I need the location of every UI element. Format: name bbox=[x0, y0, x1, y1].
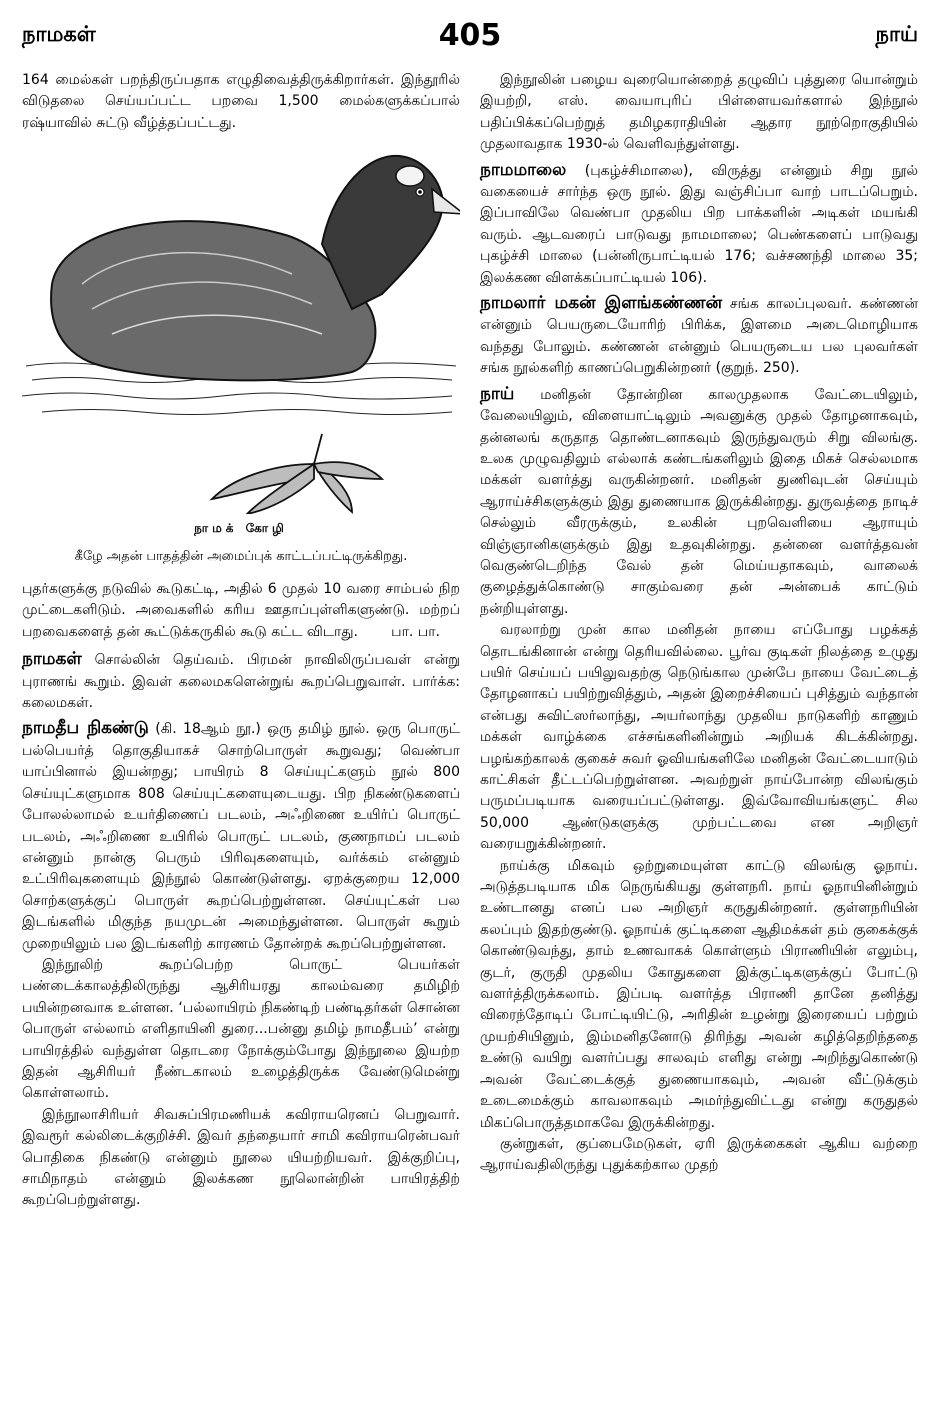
naay-entry bbox=[480, 384, 918, 620]
nest-paragraph bbox=[22, 579, 460, 643]
ilangannan-text: சங்க காலப்புலவர். கண்ணன் என்னும் பெயருடையோரிற் பிரிக்க, இளமை அடைமொழியாக வந்தது போலும். கண்ணன் என்னும் பெயருடைய பல புலவர்கள் சங்க நூல்களிற் காணப்பெறுகின்றனர் (குறுந். 250). bbox=[480, 296, 919, 377]
naay-paragraph-2: வரலாற்று முன் கால மனிதன் நாயை எப்போது பழக்கத் தொடங்கினான் என்று தெரியவில்லை. பூர்வ குடிகள் நிலத்தை உழுது பயிர் செய்யப் பயிலுவதற்கு நெடுங்கால முன்பே நாயை வேட்டைத் தோழனாகப் பயிற்றுவித்தும், அதன் இறைச்சியைப் புசித்தும் வந்தான் என்பது சுவிட்ஸர்லாந்து, அயர்லாந்து முதலிய நாடுகளிற் காணும் மக்கள் வாழ்க்கை எச்சங்களினின்றும் அறியக் கிடக்கின்றது. பழங்கற்காலக் குகைச் சுவர் ஓவியங்களிலே மனிதன் வேட்டையாடும் காட்சிகள் தீட்டப்பெற்றுள்ளன. அவற்றுள் நாய்போன்ற விலங்கும் பருமப்படியாக வரையப்பட்டுள்ளது. இவ்வோவியங்களுட் சில 50,000 ஆண்டுகளுக்கு முற்பட்டவை என அறிஞர் வரையறுக்கின்றனர். bbox=[480, 622, 918, 853]
intro-paragraph: 164 மைல்கள் பறந்திருப்பதாக எழுதிவைத்திருக்கிறார்கள். இந்தூரில் விடுதலை செய்யப்பட்ட பறவை 1,500 மைல்களுக்கப்பால் ரஷ்யாவில் சுட்டு வீழ்த்தப்பட்டது. bbox=[22, 72, 460, 131]
header-left-word: நாமகள் bbox=[22, 22, 96, 46]
nighandu-entry bbox=[22, 718, 460, 954]
ilangannan-entry bbox=[480, 293, 918, 380]
nighandu-paragraph-3: இந்நூலாசிரியர் சிவசுப்பிரமணியக் கவிராயரெனப் பெறுவார். இவரூர் கல்லிடைக்குறிச்சி. இவர் தந்தையார் சாமி கவிராயரென்பவர் பொதிகை நிகண்டு என்னும் நூலை யியற்றியவர். இக்குறிப்பு, சாமிநாதம் என்னும் இலக்கண நூலொன்றின் பாயிரத்திற் கூறப்பெற்றுள்ளது. bbox=[22, 1106, 460, 1209]
coot-illustration bbox=[22, 134, 460, 514]
page-header bbox=[22, 18, 918, 54]
namagal-headword: நாமகள் bbox=[22, 649, 82, 670]
naay-headword: நாய் bbox=[480, 383, 515, 404]
namamalai-text: (புகழ்ச்சிமாலை), விருத்து என்னும் சிறு நூல் வகையைச் சார்ந்த ஒரு நூல். இது வஞ்சிப்பா வாற் பாடப்பெறும். இப்பாவிலே வெண்பா முதலிய பிற பாக்களின் அடிகள் மயங்கி வரும். ஆடவரைப் பாடுவது நாமமாலை; பெண்களைப் பாடுவது புகழ்ச்சி மாலை (பன்னிருபாட்டியல் 176; வச்சணந்தி மாலை 35; இலக்கண விளக்கப்பாட்டியல் 106). bbox=[480, 162, 919, 286]
naay-paragraph-4: குன்றுகள், குப்பைமேடுகள், ஏரி இருக்கைகள் ஆகிய வற்றை ஆராய்வதிலிருந்து புதுக்கற்கால முதற் bbox=[480, 1135, 918, 1174]
coot-foot bbox=[212, 434, 382, 514]
nighandu-headword: நாமதீப நிகண்டு bbox=[22, 718, 149, 739]
left-column bbox=[22, 70, 460, 1212]
nighandu-paragraph-4: இந்நூலின் பழைய வுரையொன்றைத் தழுவிப் புத்துரை யொன்றும் இயற்றி, எஸ். வையாபுரிப் பிள்ளையவர்களால் இந்நூல் பதிப்பிக்கப்பெற்றுத் தமிழகராதியின் ஆதார நூற்றொகுதியில் முதலாவதாக 1930-ல் வெளிவந்துள்ளது. bbox=[480, 72, 918, 153]
right-column bbox=[480, 70, 918, 1177]
namagal-text: சொல்லின் தெய்வம். பிரமன் நாவிலிருப்பவள் என்று புராணங் கூறும். இவள் கலைமகளென்றுங் கூறப்பெறுவாள். பார்க்க: கலைமகள். bbox=[22, 652, 461, 712]
namagal-entry bbox=[22, 649, 460, 714]
nest-text: புதர்களுக்கு நடுவில் கூடுகட்டி, அதில் 6 முதல் 10 வரை சாம்பல் நிற முட்டைகளிடும். அவைகளில் கரிய ஊதாப்புள்ளிகளுண்டு. மற்றப் பறவைகளைத் தன் கூட்டுக்கருகில் கூடு கட்ட விடாது. bbox=[22, 581, 460, 640]
namamalai-entry bbox=[480, 160, 918, 289]
nighandu-text-1: (கி. 18ஆம் நூ.) ஒரு தமிழ் நூல். ஒரு பொருட் பல்பெயர்த் தொகுதியாகச் சொற்பொருள் கூறுவது; வெண்பா யாப்பினால் இயன்றது; பாயிரம் 8 செய்யுட்களும் நூல் 800 செய்யுட்களுமாக 808 செய்யுட்களையுடையது. பிற நிகண்டுகளைப் போலல்லாமல் உயர்திணைப் படலம், அஃறிணை உயிர்ப் பொருட் படலம், அஃறிணை உயிரில் பொருட் படலம், குணநாமப் படலம் என்னும் நான்கு பெரும் பிரிவுகளையும், வர்க்கம் என்னும் உட்பிரிவுகளையும் இந்நூல் கொண்டுள்ளது. ஏறக்குறைய 12,000 சொற்களுக்குப் பொருள் கூறப்பெற்றுள்ளன. செய்யுட்கள் பல இடங்களில் மிகுந்த நயமுடன் அமைந்துள்ளன. பொருள் கூறும் முறையிலும் பல இடங்களிற் காரணம் தோன்றக் கூறப்பெற்றுள்ளன. bbox=[22, 721, 461, 952]
namamalai-headword: நாமமாலை bbox=[480, 159, 567, 180]
naay-text-1: மனிதன் தோன்றின காலமுதலாக வேட்டையிலும், வேலையிலும், விளையாட்டிலும் அவனுக்கு முதல் தோழனாகவும், தன்னலங் கருதாத தொண்டனாகவும் இருந்துவரும் சிறு விலங்கு. உலக முழுவதிலும் எல்லாக் கண்டங்களிலும் இதை மிகச் செல்லமாக மக்கள் வளர்த்து வருகின்றனர். மனிதன் துணிவுடன் செய்யும் ஆராய்ச்சிகளுக்கும் இது துணையாக இருக்கின்றது. துருவத்தை நாடிச் செல்லும் வீரருக்கும், உலகின் புறவெளியை ஆராயும் விஞ்ஞானிகளுக்கும் இது உதவுகின்றது. தன்னை வளர்த்தவன் வெகுண்டெறிந்த வேல் தன் மெய்யதாகவும், வாலைக் குழைத்துக்கொண்டு சாகும்வரை தன் அன்பைக் காட்டும் நன்றியுள்ளது. bbox=[480, 386, 918, 617]
coot-bird bbox=[51, 156, 460, 381]
author-signature: பா. பா. bbox=[391, 623, 440, 640]
nighandu-paragraph-2: இந்நூலிற் கூறப்பெற்ற பொருட் பெயர்கள் பண்டைக்காலத்திலிருந்து ஆசிரியரது காலம்வரை தமிழிற் பயின்றனவாக உள்ளன. ‘பல்லாயிரம் நிகண்டிற் பண்டிதர்கள் சொன்ன பொருள் எல்லாம் எளிதாயினி துரை...பன்னு தமிழ் நாமதீபம்’ என்று பாயிரத்தில் வந்துள்ள தொடரை நோக்கும்போது இந்நூலை இயற்ற இதன் ஆசிரியர் நீண்டகாலம் உழைத்திருக்க வேண்டுமென்று கொள்ளலாம். bbox=[22, 956, 460, 1102]
page-number: 405 bbox=[438, 18, 502, 53]
header-right-word: நாய் bbox=[875, 22, 918, 46]
figure-title: நாமக் கோழி bbox=[194, 521, 288, 536]
ilangannan-headword: நாமலார் மகன் இளங்கண்ணன் bbox=[480, 293, 723, 314]
coot-figure bbox=[22, 134, 460, 567]
figure-caption: கீழே அதன் பாதத்தின் அமைப்புக் காட்டப்பட்டிருக்கிறது. bbox=[74, 548, 408, 564]
naay-paragraph-3: நாய்க்கு மிகவும் ஒற்றுமையுள்ள காட்டு விலங்கு ஓநாய். அடுத்தபடியாக மிக நெருங்கியது குள்ளநரி. நாய் ஓநாயினின்றும் உண்டானது எனப் பல அறிஞர் கருதுகின்றனர். குள்ளநரியின் கலப்பும் இதற்குண்டு. ஓநாய்க் குட்டிகளை ஆதிமக்கள் தம் குகைக்குக் கொண்டுவந்து, தாம் உணவாகக் கொள்ளும் பிராணியின் எலும்பு, குடர், குருதி முதலிய கோதுகளை இக்குட்டிகளுக்குப் போட்டு வளர்த்திருக்கலாம். இப்படி வளர்த்த பிராணி தானே தனித்து விரைந்தோடிப் போட்டியிட்டு, அரிதின் உழன்று இரையைப் பற்றும் முயற்சியினும், இம்மனிதனோடு திரிந்து அவன் கழித்தெறிந்ததை உண்டு வயிறு வளர்ப்பது சாலவும் எளிது என்று அறிந்துகொண்டு அவன் வேட்டைக்குத் துணையாகவும், அவன் வீட்டுக்கும் உடைமைக்கும் காவலாகவும் அமர்ந்துவிட்டது என்று கருதுதல் மிகப்பொருத்தமாகவே இருக்கின்றது. bbox=[480, 857, 918, 1131]
